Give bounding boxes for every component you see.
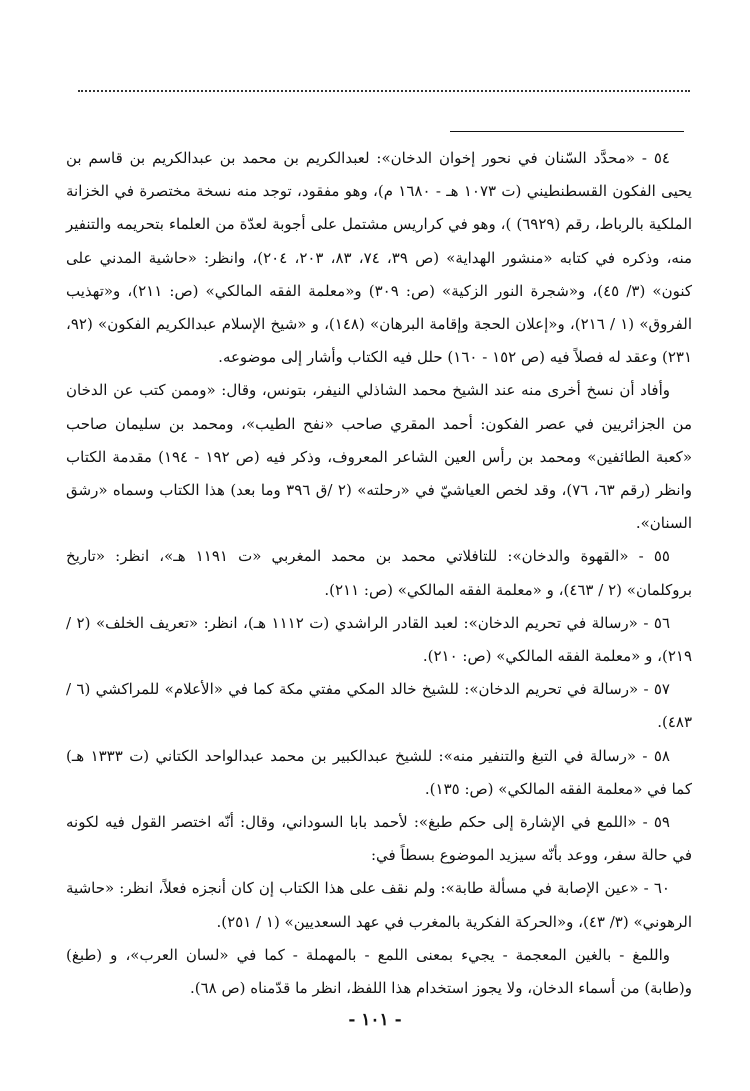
- dotted-separator: [78, 90, 690, 92]
- footnote-rule: [450, 131, 684, 132]
- entry-59: ٥٩ - «اللمع في الإشارة إلى حكم طبغ»: لأحمد بابا السوداني، وقال: أنّه اختصر القول فيه لكونه في حالة سفر، ووعد بأنّه سيزيد الموضوع بسطاً في:: [66, 813, 692, 865]
- page-number: - ١٠١ -: [348, 1010, 402, 1030]
- entry-55: ٥٥ - «القهوة والدخان»: للتافلاتي محمد بن محمد المغربي «ت ١١٩١ هـ»، انظر: «تاريخ بروكلمان» (٢ / ٤٦٣)، و «معلمة الفقه المالكي» (ص: ٢١١).: [66, 547, 692, 599]
- note-lamgh: واللمغ - بالغين المعجمة - يجيء بمعنى اللمع - بالمهملة - كما في «لسان العرب»، و (طبغ) و(طابة) من أسماء الدخان، ولا يجوز استخدام هذا اللفظ، انظر ما قدّمناه (ص ٦٨).: [66, 945, 692, 998]
- entry-56: ٥٦ - «رسالة في تحريم الدخان»: لعبد القادر الراشدي (ت ١١١٢ هـ)، انظر: «تعريف الخلف» (٢ / ٢١٩)، و «معلمة الفقه المالكي» (ص: ٢١٠).: [66, 613, 692, 666]
- entry-54: ٥٤ - «محدَّد السّنان في نحور إخوان الدخان»: لعبدالكريم بن محمد بن عبدالكريم بن قاسم بن يحيى الفكون القسطنطيني (ت ١٠٧٣ هـ - ١٦٨٠ م)، وهو مفقود، توجد منه نسخة مختصرة في الخزانة الملكية بالرباط، رقم (٦٩٢٩) )، وهو في كراريس مشتمل على أجوبة لعدّة من العلماء بتحريمه والتنفير منه، وذكره في كتابه «منشور الهداية» (ص ٣٩، ٧٤، ٨٣، ٢٠٣، ٢٠٤)، وانظر: «حاشية المدني على كنون» (٣/ ٤٥)، و«شجرة النور الزكية» (ص: ٣٠٩) و«معلمة الفقه المالكي» (ص: ٢١١)، و«تهذيب الفروق» (١ / ٢١٦)، و«إعلان الحجة وإقامة البرهان» (١٤٨)، و «شيخ الإسلام عبدالكريم الفكون» (٩٢، ٢٣١) وعقد له فصلاً فيه (ص ١٥٢ - ١٦٠) حلل فيه الكتاب وأشار إلى موضوعه.: [66, 149, 693, 367]
- entry-60: ٦٠ - «عين الإصابة في مسألة طابة»: ولم نقف على هذا الكتاب إن كان أنجزه فعلاً، انظر: «حاشية الرهوني» (٣/ ٤٣)، و«الحركة الفكرية بالمغرب في عهد السعديين» (١ / ٢٥١).: [66, 879, 692, 931]
- entry-58: ٥٨ - «رسالة في التبغ والتنفير منه»: للشيخ عبدالكبير بن محمد عبدالواحد الكتاني (ت ١٣٣٣ هـ) كما في «معلمة الفقه المالكي» (ص: ١٣٥).: [66, 746, 692, 798]
- footnote-text-block: [66, 142, 692, 1005]
- entry-54-continuation: وأفاد أن نسخ أخرى منه عند الشيخ محمد الشاذلي النيفر، بتونس، وقال: «وممن كتب عن الدخان من الجزائريين في عصر الفكون: أحمد المقري صاحب «نفح الطيب»، ومحمد بن سليمان صاحب «كعبة الطائفين» ومحمد بن رأس العين الشاعر المعروف، وذكر فيه (ص ١٩٢ - ١٩٤) مقدمة الكتاب وانظر (رقم ٦٣، ٧٦)، وقد لخص العياشيّ في «رحلته» (٢ /ق ٣٩٦ وما بعد) هذا الكتاب وسماه «رشق السنان».: [66, 381, 693, 533]
- entry-57: ٥٧ - «رسالة في تحريم الدخان»: للشيخ خالد المكي مفتي مكة كما في «الأعلام» للمراكشي (٦ / ٤٨٣).: [66, 680, 692, 732]
